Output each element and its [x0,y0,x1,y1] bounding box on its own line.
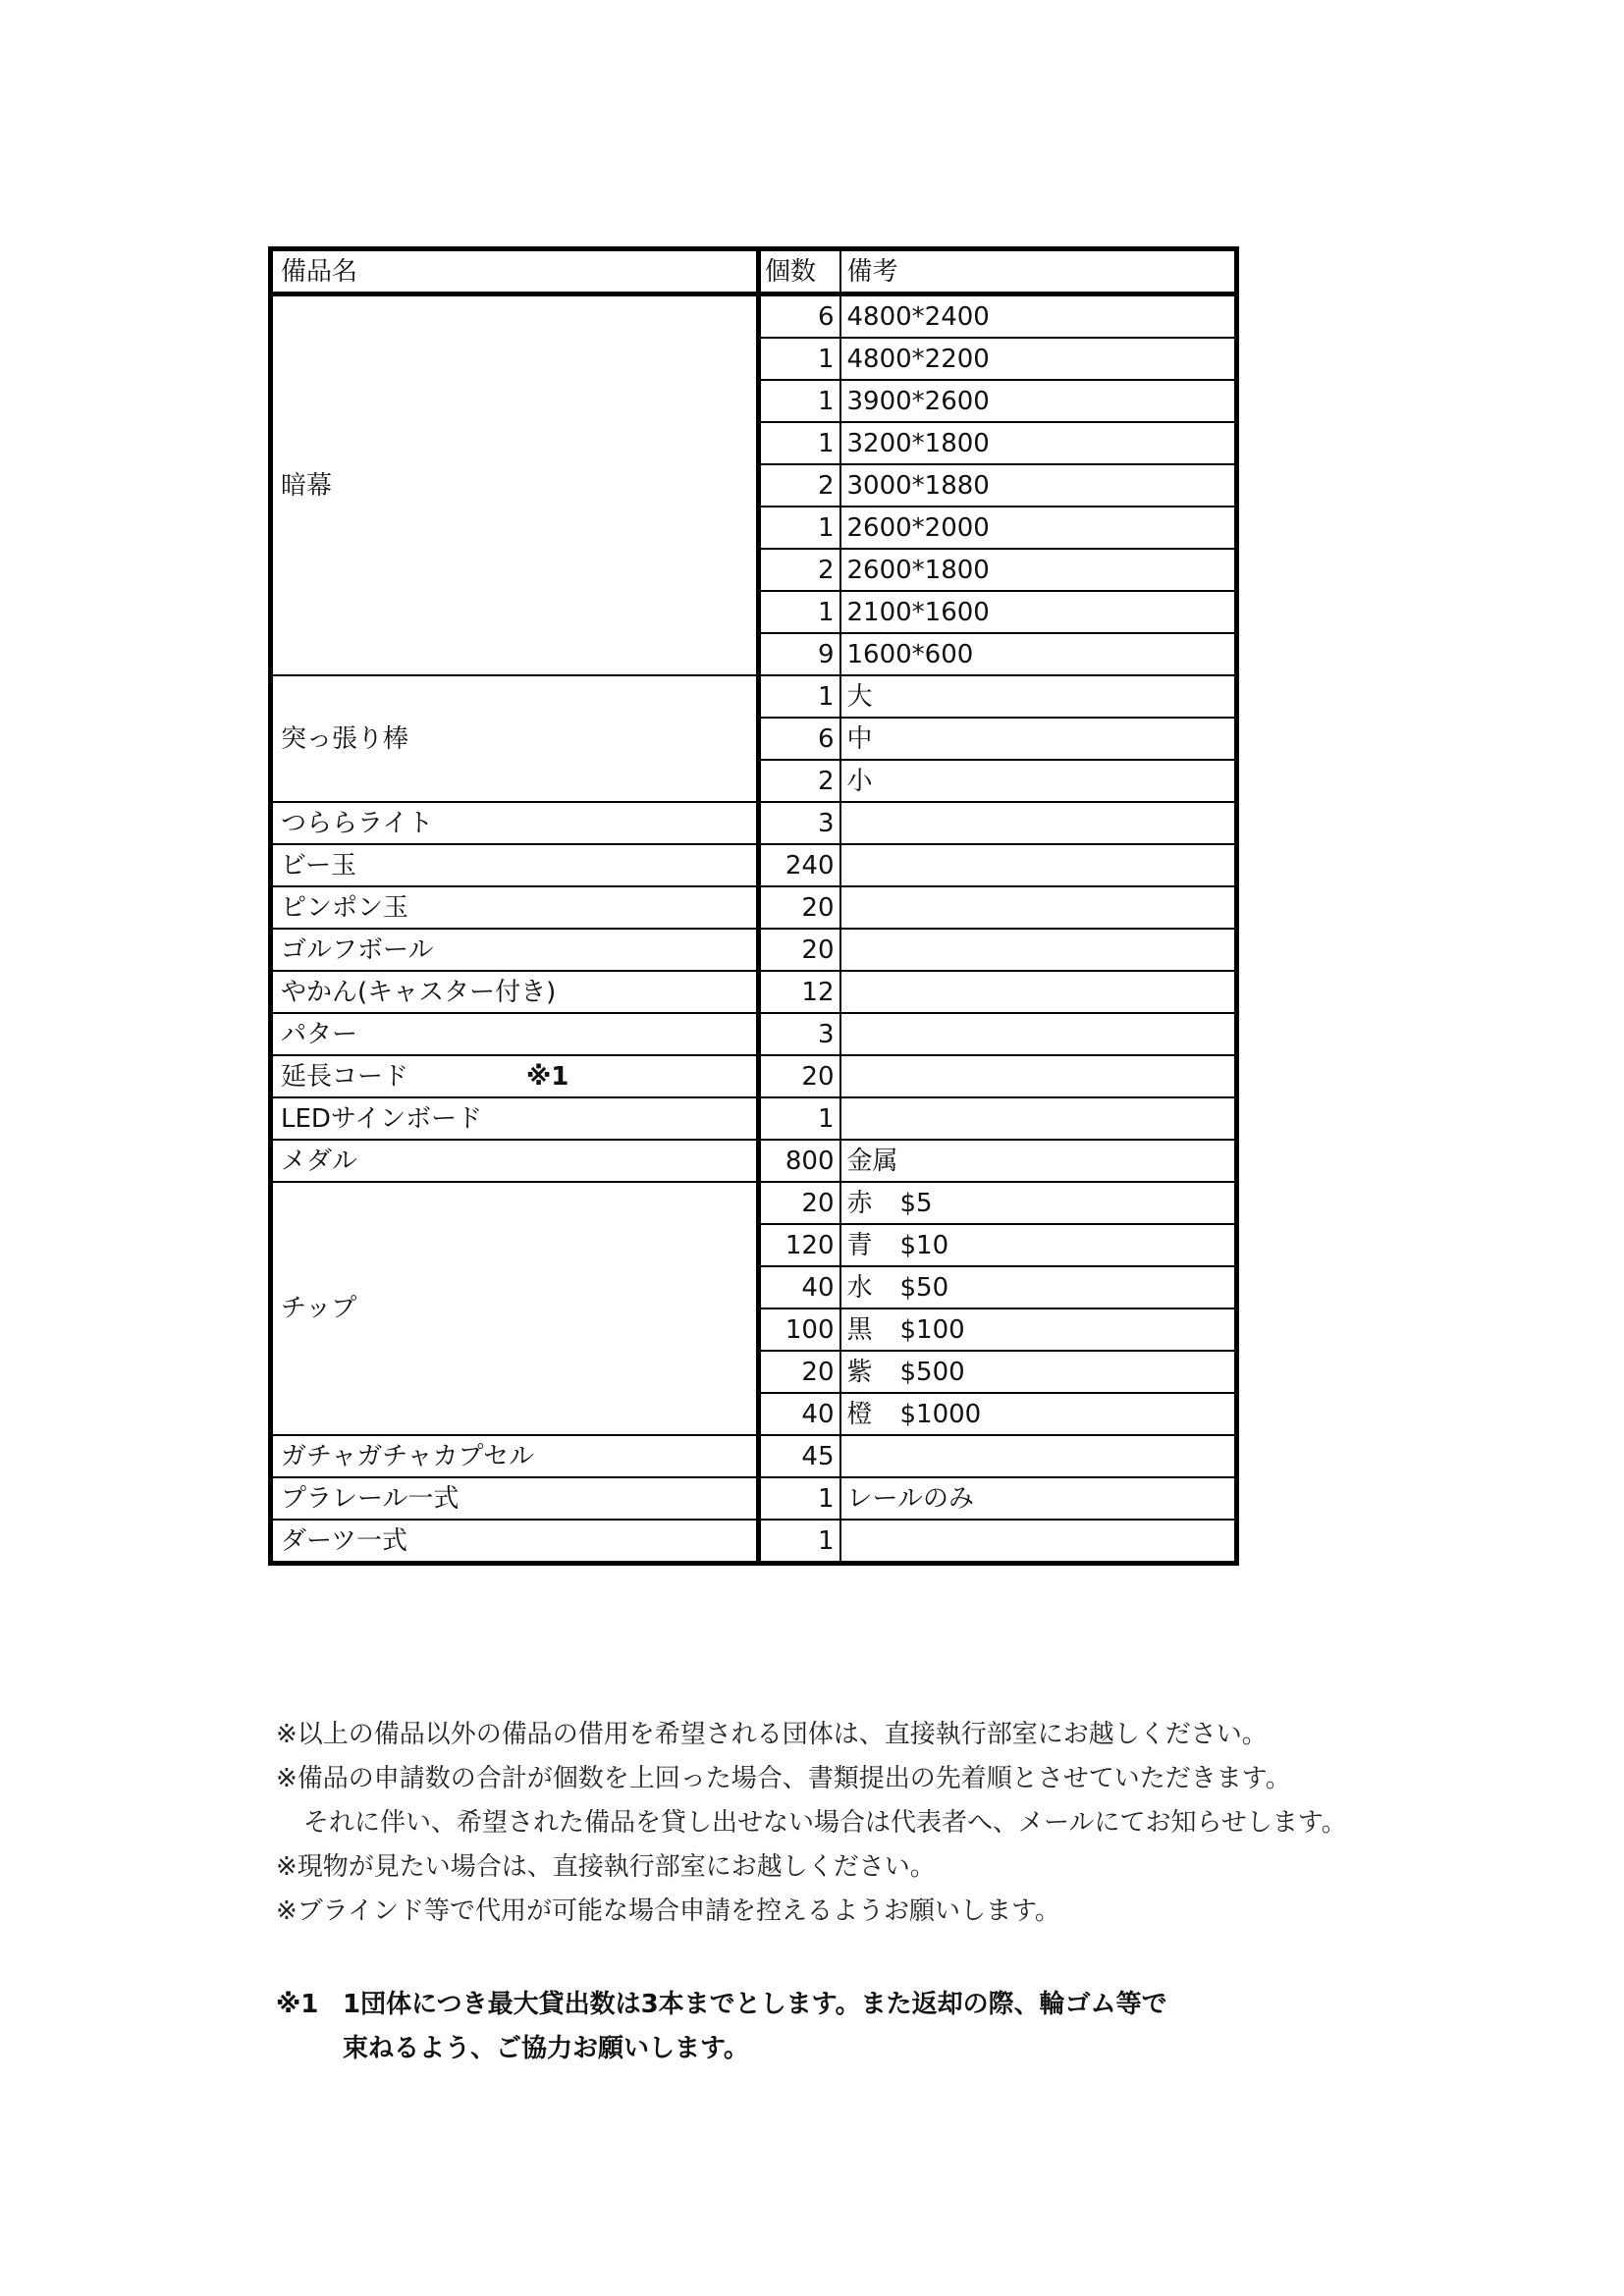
item-qty: 1 [759,380,840,422]
item-qty: 12 [759,971,840,1013]
chip-color: 赤 [846,1188,873,1218]
item-name-cell [271,1520,759,1564]
chip-value: $1000 [899,1399,982,1429]
header-note: 備考 [840,249,1237,294]
table-row [271,844,1237,886]
note-line: ※現物が見たい場合は、直接執行部室にお越しください。 [276,1852,936,1882]
footnote-text-1: 1団体につき最大貸出数は3本までとします。また返却の際、輪ゴム等で [343,1990,1167,2019]
chip-value: $10 [899,1230,949,1260]
table-row [271,1097,1237,1140]
item-name: プラレール一式 [281,1483,460,1514]
item-qty: 20 [759,1182,840,1224]
item-name: ゴルフボール [281,934,434,965]
chip-color: 紫 [846,1357,873,1387]
item-note: レールのみ [840,1477,1237,1520]
item-name: ビー玉 [281,850,356,881]
item-note [840,1182,1237,1224]
item-qty: 2 [759,760,840,802]
item-name-cell [271,1182,759,1435]
item-note: 3200*1800 [840,422,1237,464]
item-name-cell [271,886,759,929]
chip-value: $500 [899,1357,965,1387]
item-qty: 20 [759,929,840,971]
item-name-cell [271,844,759,886]
item-qty: 1 [759,507,840,549]
item-note: 大 [840,675,1237,718]
item-name: ガチャガチャカプセル [281,1441,535,1471]
item-name: LEDサインボード [281,1103,483,1134]
item-note: 金属 [840,1140,1237,1182]
table-row [271,886,1237,929]
item-name-cell [271,1055,759,1097]
item-name-cell [271,802,759,844]
note-line: それに伴い、希望された備品を貸し出せない場合は代表者へ、メールにてお知らせします。 [303,1808,1347,1838]
item-qty: 1 [759,1097,840,1140]
item-note: 3000*1880 [840,464,1237,507]
item-name-cell [271,1097,759,1140]
table-row [271,294,1237,339]
chip-color: 青 [846,1230,873,1260]
item-qty: 120 [759,1224,840,1266]
item-qty: 1 [759,1477,840,1520]
item-qty: 2 [759,464,840,507]
table-row [271,1013,1237,1055]
footnote-line-1 [276,1983,1552,2027]
footnote-line-2: 束ねるよう、ご協力お願いします。 [343,2034,749,2063]
item-qty: 1 [759,591,840,633]
item-qty: 45 [759,1435,840,1477]
item-qty: 6 [759,294,840,339]
chip-value: $50 [899,1272,949,1303]
table-row [271,1520,1237,1564]
table-row [271,1182,1237,1224]
table-header-row [271,249,1237,294]
item-qty: 6 [759,718,840,760]
note-line: ※備品の申請数の合計が個数を上回った場合、書類提出の先着順とさせていただきます。 [276,1764,1291,1793]
item-note: 1600*600 [840,633,1237,675]
item-note [840,1435,1237,1477]
table-row [271,1140,1237,1182]
item-note [840,844,1237,886]
item-name-cell [271,1140,759,1182]
item-note [840,1097,1237,1140]
item-qty: 1 [759,1520,840,1564]
item-name: チップ [281,1294,357,1323]
item-qty: 800 [759,1140,840,1182]
item-name: ダーツ一式 [281,1525,407,1556]
table-row [271,675,1237,718]
table-row [271,1435,1237,1477]
item-note: 4800*2200 [840,338,1237,380]
table-row [271,1477,1237,1520]
item-qty: 1 [759,338,840,380]
item-note: 2600*1800 [840,549,1237,591]
item-note [840,1308,1237,1351]
item-note [840,1351,1237,1393]
item-qty: 3 [759,1013,840,1055]
item-note: 中 [840,718,1237,760]
header-name: 備品名 [271,249,759,294]
note-line: ※ブラインド等で代用が可能な場合申請を控えるようお願いします。 [276,1896,1060,1926]
item-qty: 40 [759,1393,840,1435]
item-note [840,1055,1237,1097]
item-note [840,929,1237,971]
footnote-reference-mark: ※1 [526,1061,569,1092]
item-qty: 1 [759,422,840,464]
item-note: 4800*2400 [840,294,1237,339]
chip-value: $100 [899,1314,965,1345]
item-name: パター [281,1019,358,1049]
item-qty: 20 [759,1351,840,1393]
item-name-cell [271,1477,759,1520]
table-row [271,929,1237,971]
footnote-mark: ※1 [276,1990,319,2019]
footnote-section [276,1983,1552,2071]
item-qty: 3 [759,802,840,844]
item-note [840,1520,1237,1564]
item-note [840,886,1237,929]
item-note [840,1013,1237,1055]
chip-color: 水 [846,1272,873,1303]
item-name: つららライト [281,808,434,838]
table-row [271,1055,1237,1097]
item-note [840,1266,1237,1308]
note-line: ※以上の備品以外の備品の借用を希望される団体は、直接執行部室にお越しください。 [276,1720,1268,1749]
item-note: 3900*2600 [840,380,1237,422]
item-name-cell [271,675,759,802]
equipment-table [268,246,1239,1566]
item-note: 小 [840,760,1237,802]
chip-value: $5 [899,1188,933,1218]
table-row [271,971,1237,1013]
item-name-cell [271,971,759,1013]
item-name: 暗幕 [281,470,333,501]
item-name-cell [271,929,759,971]
item-qty: 240 [759,844,840,886]
item-note [840,802,1237,844]
table-body [271,294,1237,1564]
item-name-cell [271,1435,759,1477]
item-note [840,1393,1237,1435]
chip-color: 黒 [846,1314,873,1345]
item-qty: 1 [759,675,840,718]
header-qty: 個数 [759,249,840,294]
item-qty: 40 [759,1266,840,1308]
item-qty: 9 [759,633,840,675]
item-name: ピンポン玉 [281,892,409,923]
item-note: 2600*2000 [840,507,1237,549]
notes-section [276,1713,1552,1934]
item-name: 延長コード [281,1061,409,1092]
item-note: 2100*1600 [840,591,1237,633]
item-qty: 100 [759,1308,840,1351]
item-qty: 20 [759,1055,840,1097]
item-name: 突っ張り棒 [281,723,409,754]
item-name-cell [271,1013,759,1055]
item-note [840,971,1237,1013]
item-name-cell [271,294,759,676]
item-name: やかん(キャスター付き) [281,977,557,1007]
item-name: メダル [281,1146,358,1176]
chip-color: 橙 [846,1399,873,1429]
item-note [840,1224,1237,1266]
item-qty: 20 [759,886,840,929]
table-row [271,802,1237,844]
item-qty: 2 [759,549,840,591]
